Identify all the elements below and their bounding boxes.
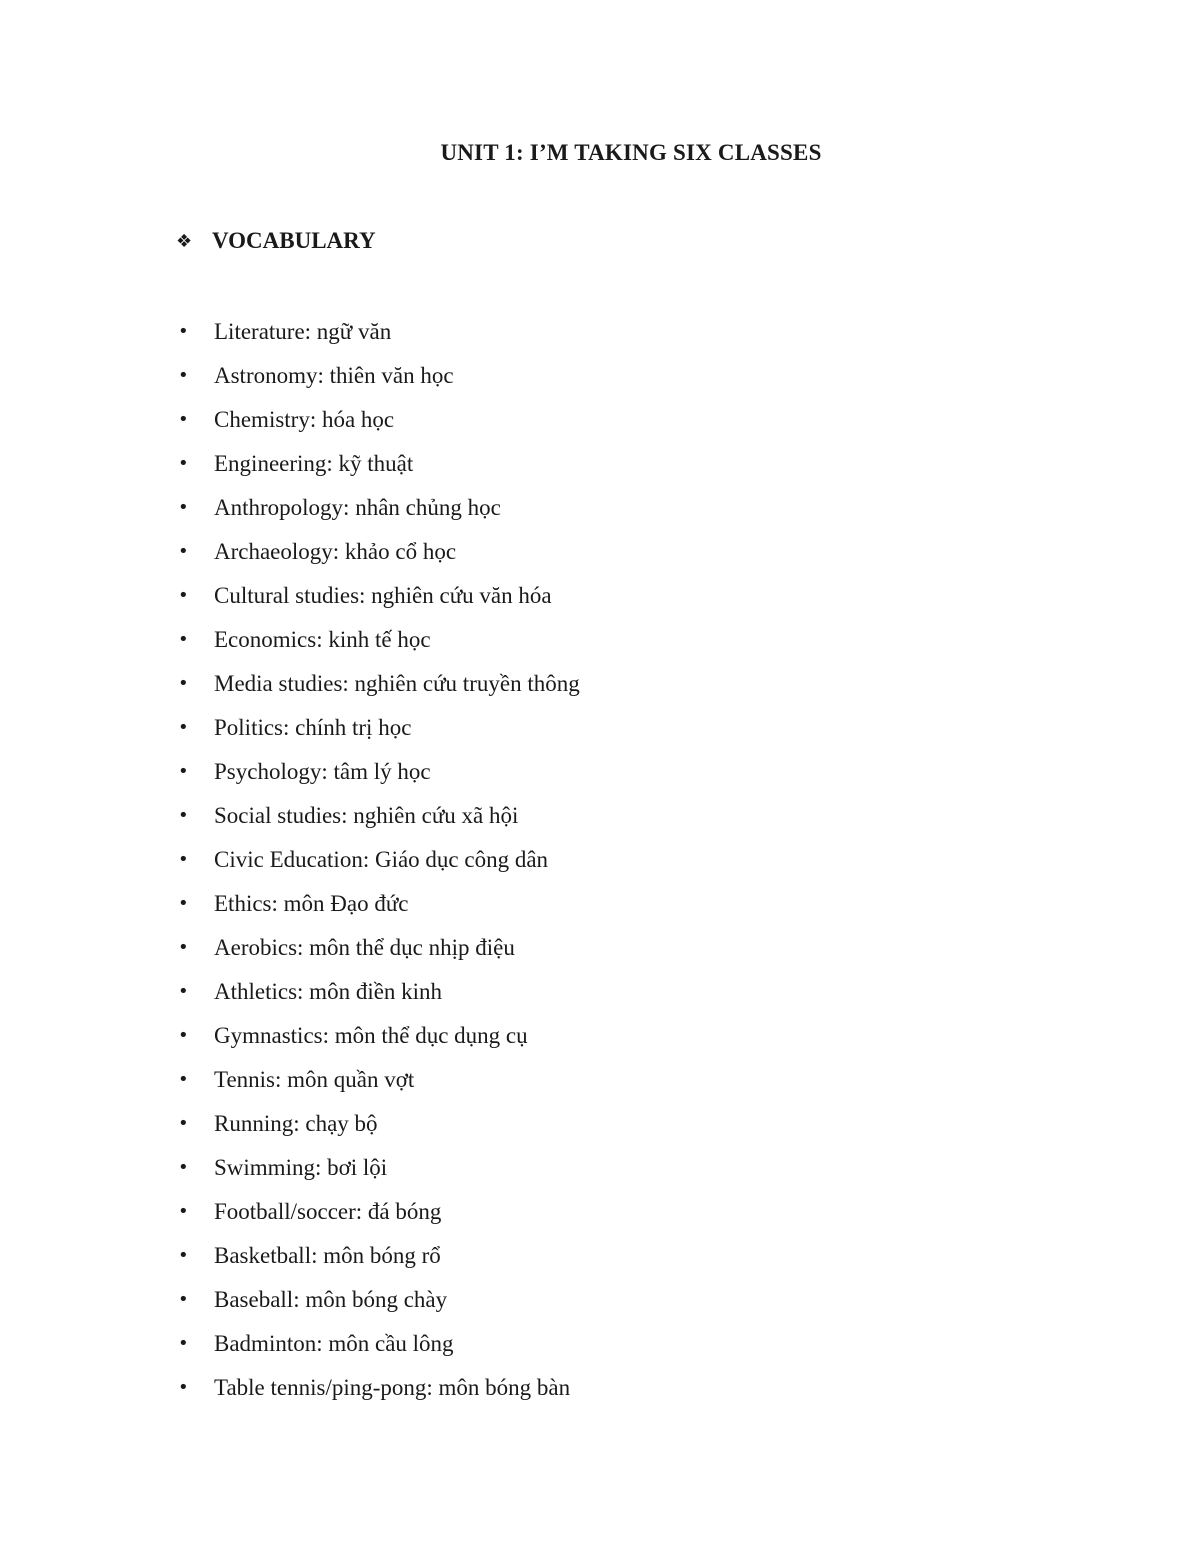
vocab-term: Baseball: môn bóng chày (214, 1287, 448, 1312)
vocab-term: Civic Education: Giáo dục công dân (214, 847, 549, 872)
vocab-term: Table tennis/ping-pong: môn bóng bàn (214, 1375, 571, 1400)
bullet-icon: • (178, 805, 189, 826)
list-item (176, 360, 580, 404)
list-item (176, 844, 580, 888)
vocab-term: Engineering: kỹ thuật (214, 451, 414, 476)
section-heading-label: VOCABULARY (212, 228, 376, 253)
list-item (176, 668, 580, 712)
bullet-icon: • (178, 893, 189, 914)
bullet-icon: • (178, 849, 189, 870)
bullet-icon: • (178, 673, 189, 694)
bullet-icon: • (178, 761, 189, 782)
list-item (176, 800, 580, 844)
bullet-icon: • (178, 1069, 189, 1090)
bullet-icon: • (178, 585, 189, 606)
list-item (176, 624, 580, 668)
list-item (176, 1108, 580, 1152)
vocab-term: Ethics: môn Đạo đức (214, 891, 409, 916)
vocab-term: Politics: chính trị học (214, 715, 412, 740)
vocab-term: Social studies: nghiên cứu xã hội (214, 803, 519, 828)
list-item (176, 448, 580, 492)
vocab-term: Athletics: môn điền kinh (214, 979, 443, 1004)
bullet-icon: • (178, 453, 189, 474)
bullet-icon: • (178, 1157, 189, 1178)
list-item (176, 1064, 580, 1108)
list-item (176, 712, 580, 756)
vocab-term: Anthropology: nhân chủng học (214, 495, 501, 520)
list-item (176, 1328, 580, 1372)
vocab-term: Tennis: môn quần vợt (214, 1067, 415, 1092)
list-item (176, 492, 580, 536)
vocab-term: Media studies: nghiên cứu truyền thông (214, 671, 580, 696)
bullet-icon: • (178, 1245, 189, 1266)
bullet-icon: • (178, 1201, 189, 1222)
bullet-icon: • (178, 1025, 189, 1046)
list-item (176, 932, 580, 976)
list-item (176, 580, 580, 624)
bullet-icon: • (178, 1377, 189, 1398)
bullet-icon: • (178, 717, 189, 738)
vocab-term: Archaeology: khảo cổ học (214, 539, 457, 564)
list-item (176, 536, 580, 580)
list-item (176, 1196, 580, 1240)
list-item (176, 1240, 580, 1284)
vocab-term: Football/soccer: đá bóng (214, 1199, 442, 1224)
vocab-term: Aerobics: môn thể dục nhịp điệu (214, 935, 515, 960)
diamond-four-icon: ❖ (176, 230, 193, 252)
bullet-icon: • (178, 321, 189, 342)
vocab-term: Running: chạy bộ (214, 1111, 378, 1136)
section-heading (176, 228, 376, 254)
vocab-term: Chemistry: hóa học (214, 407, 395, 432)
bullet-icon: • (178, 1289, 189, 1310)
vocab-term: Gymnastics: môn thể dục dụng cụ (214, 1023, 528, 1048)
list-item (176, 888, 580, 932)
vocab-term: Badminton: môn cầu lông (214, 1331, 454, 1356)
vocab-term: Literature: ngữ văn (214, 319, 392, 344)
bullet-icon: • (178, 409, 189, 430)
bullet-icon: • (178, 981, 189, 1002)
list-item (176, 756, 580, 800)
vocab-term: Psychology: tâm lý học (214, 759, 431, 784)
vocab-term: Cultural studies: nghiên cứu văn hóa (214, 583, 552, 608)
bullet-icon: • (178, 937, 189, 958)
vocab-term: Astronomy: thiên văn học (214, 363, 454, 388)
bullet-icon: • (178, 365, 189, 386)
list-item (176, 404, 580, 448)
bullet-icon: • (178, 1333, 189, 1354)
bullet-icon: • (178, 541, 189, 562)
bullet-icon: • (178, 1113, 189, 1134)
vocab-term: Swimming: bơi lội (214, 1155, 388, 1180)
list-item (176, 1152, 580, 1196)
bullet-icon: • (178, 497, 189, 518)
vocab-term: Basketball: môn bóng rổ (214, 1243, 441, 1268)
list-item (176, 316, 580, 360)
bullet-icon: • (178, 629, 189, 650)
list-item (176, 1372, 580, 1416)
vocabulary-list (176, 316, 580, 1416)
list-item (176, 1284, 580, 1328)
list-item (176, 1020, 580, 1064)
page-title: UNIT 1: I’M TAKING SIX CLASSES (440, 140, 822, 165)
vocab-term: Economics: kinh tế học (214, 627, 431, 652)
list-item (176, 976, 580, 1020)
